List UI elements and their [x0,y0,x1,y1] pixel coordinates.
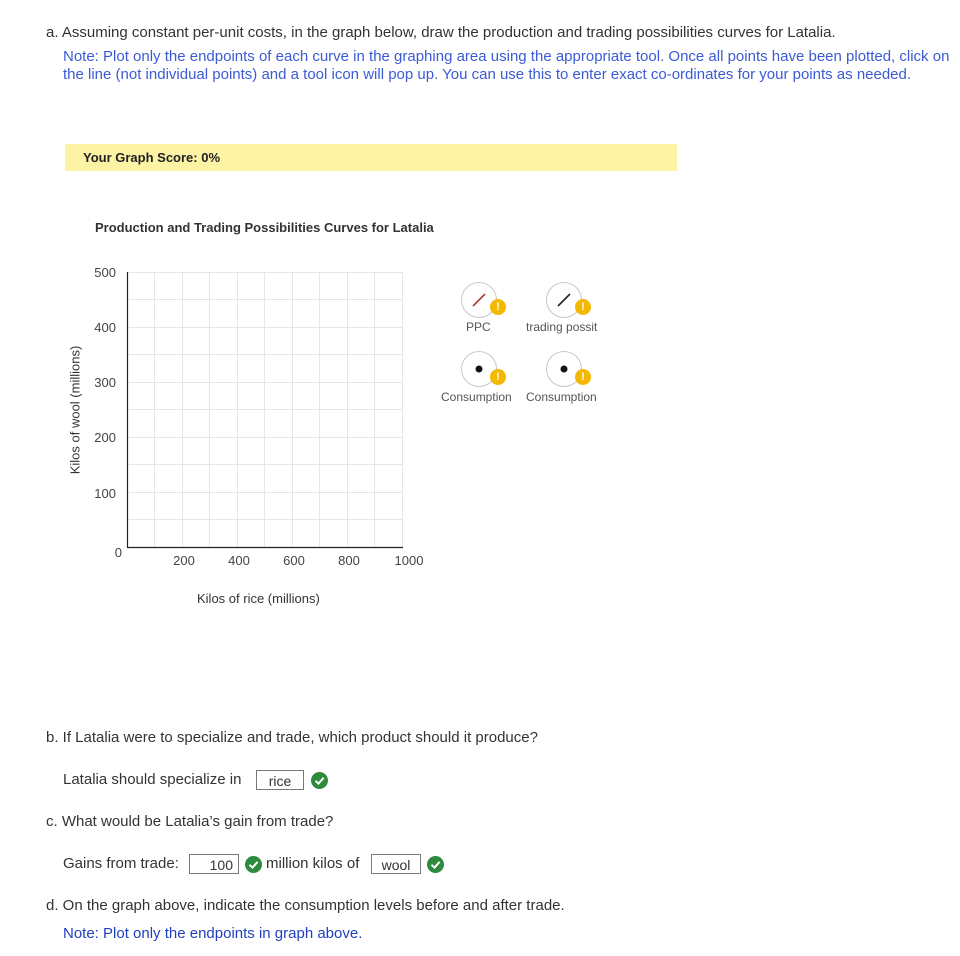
warning-icon: ! [575,369,591,385]
graph-title: Production and Trading Possibilities Curves for Latalia [95,220,434,235]
graph-score-bar [65,144,677,171]
check-icon [245,856,262,873]
y-tick-label: 100 [94,486,116,501]
check-icon [311,772,328,789]
question-b: b. If Latalia were to specialize and trade, which product should it produce? [46,729,538,746]
note-a: Note: Plot only the endpoints of each curve in the graphing area using the appropriate tool. Once all points have been plotted, click on the line (not individual points) and a tool icon will pop up. You can use this to enter exact co-ordinates for your points as needed. [63,48,950,83]
graph-score-label: Your Graph Score: 0% [83,150,221,165]
y-tick-label: 400 [94,320,116,335]
trading-tool-label: trading possit [526,320,598,334]
specialize-label: Latalia should specialize in [63,771,242,788]
warning-icon: ! [490,299,506,315]
ppc-tool-label: PPC [466,320,491,334]
question-a: a. Assuming constant per-unit costs, in the graph below, draw the production and trading possibilities curves for Latalia. [46,24,836,41]
y-tick-label: 0 [114,545,122,560]
y-tick-label: 300 [94,375,116,390]
x-axis-label: Kilos of rice (millions) [197,591,320,606]
gains-label: Gains from trade: [63,855,179,872]
warning-icon: ! [490,369,506,385]
consumption-tool-label: Consumption [441,390,512,404]
y-tick-label: 500 [94,265,116,280]
specialize-answer-field[interactable]: rice [256,770,304,790]
y-tick-label: 200 [94,430,116,445]
y-axis-label: Kilos of wool (millions) [67,345,83,475]
note-d: Note: Plot only the endpoints in graph above. [63,925,363,942]
question-d: d. On the graph above, indicate the consumption levels before and after trade. [46,897,565,914]
x-tick-label: 1000 [394,553,424,568]
consumption-tool-label: Consumption [526,390,597,404]
x-tick-label: 600 [283,553,305,568]
x-tick-label: 200 [173,553,195,568]
graph-plot-area[interactable] [120,265,410,555]
x-tick-label: 800 [338,553,360,568]
gains-amount-field[interactable]: 100 [189,854,239,874]
x-tick-label: 400 [228,553,250,568]
gains-product-field[interactable]: wool [371,854,421,874]
warning-icon: ! [575,299,591,315]
check-icon [427,856,444,873]
gains-unit-label: million kilos of [266,855,360,872]
question-c: c. What would be Latalia’s gain from trade? [46,813,334,830]
